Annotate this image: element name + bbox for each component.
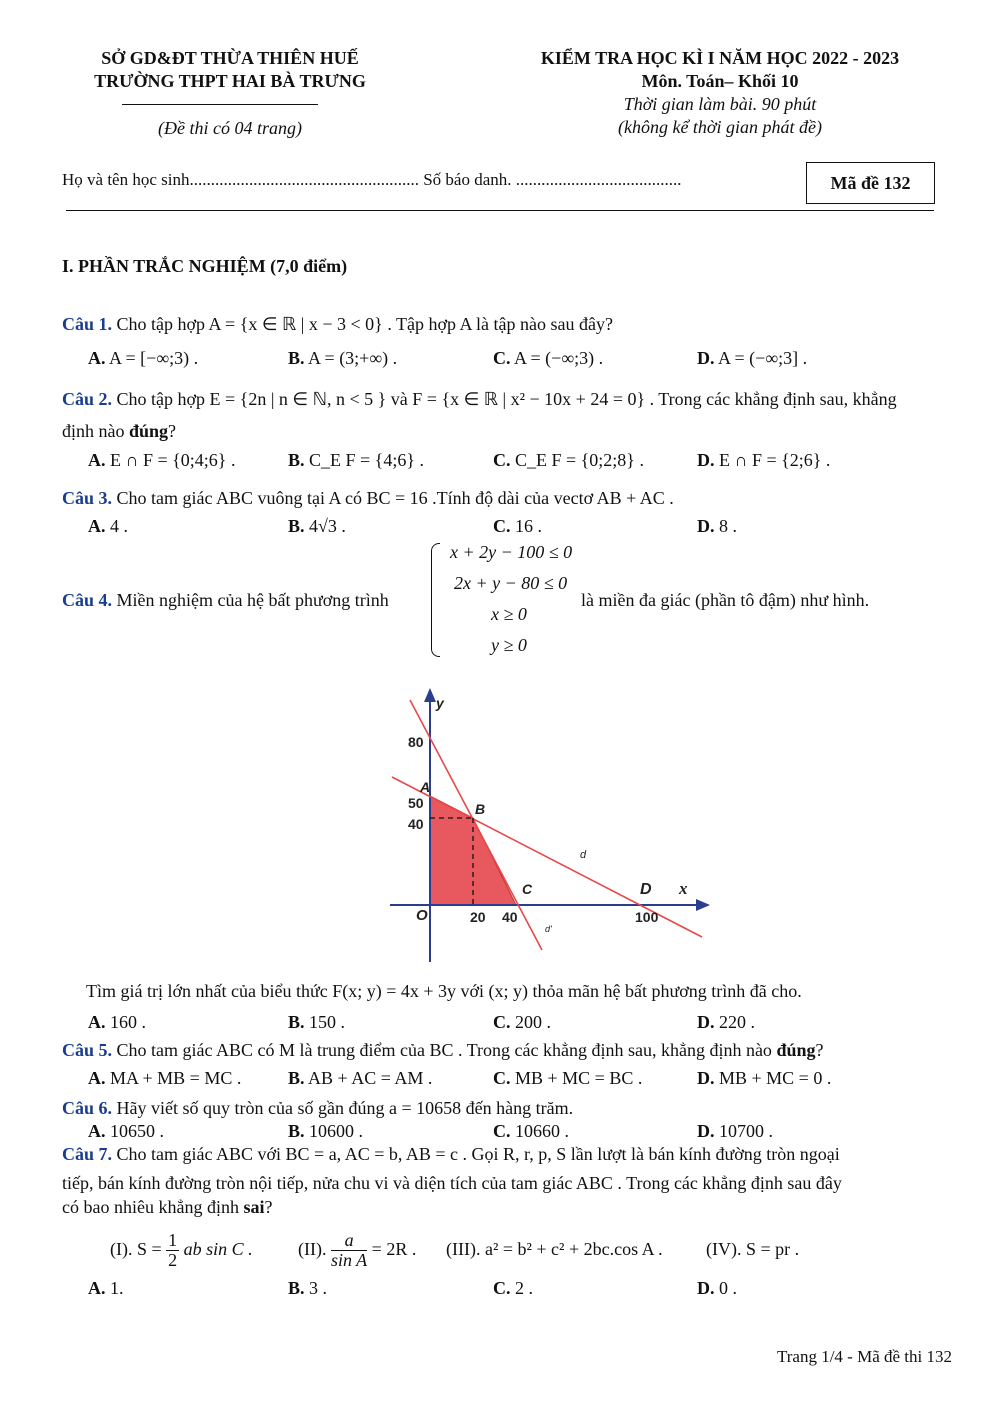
q3-option-d[interactable]: D. 8 .: [697, 516, 737, 536]
question-label: Câu 7.: [62, 1144, 113, 1164]
q4-option-b[interactable]: B. 150 .: [288, 1012, 346, 1032]
q1-option-b[interactable]: B. A = (3;+∞) .: [288, 348, 398, 368]
header-divider: [66, 210, 934, 211]
q3-option-b[interactable]: B. 4√3 .: [288, 516, 346, 536]
q4-option-c[interactable]: C. 200 .: [493, 1012, 551, 1032]
feasible-region-graph: [390, 680, 720, 962]
q1-option-a[interactable]: A. A = [−∞;3) .: [88, 348, 199, 368]
subject: Môn. Toán– Khối 10: [641, 71, 799, 91]
question-label: Câu 2.: [62, 389, 113, 409]
page-count-note: (Đề thi có 04 trang): [158, 118, 302, 138]
question-1: [62, 314, 613, 335]
question-2-cont: định nào đúng?: [62, 421, 177, 441]
statement-1: (I). S = $\frac{1}{2}$ ab sin C .: [110, 1230, 253, 1271]
question-label: Câu 1.: [62, 314, 113, 334]
time-limit: Thời gian làm bài. 90 phút: [623, 94, 817, 114]
y-axis-label: y: [436, 695, 444, 711]
q7-option-b[interactable]: B. 3 .: [288, 1278, 328, 1298]
question-4: [62, 590, 389, 611]
question-7: [62, 1144, 840, 1165]
point-d-label: D: [640, 881, 652, 898]
page-footer: Trang 1/4 - Mã đề thi 132: [776, 1347, 952, 1366]
fraction-a-over-sinA: $\frac{a}{\text{sin A}}$: [330, 1230, 368, 1271]
system-ineq-1: x + 2y − 100 ≤ 0: [450, 542, 573, 562]
system-ineq-2: 2x + y − 80 ≤ 0: [454, 573, 568, 593]
system-ineq-4: y ≥ 0: [491, 635, 527, 655]
question-text: Cho tập hợp A = {x ∈ ℝ | x − 3 < 0} . Tập hợp A là tập nào sau đây?: [116, 314, 613, 334]
tick-x-40: 40: [502, 909, 518, 925]
question-label: Câu 3.: [62, 488, 113, 508]
tick-y-50: 50: [408, 795, 424, 811]
question-text: Cho tam giác ABC với BC = a, AC = b, AB = c . Gọi R, r, p, S lần lượt là bán kính đường tròn ngoại: [116, 1144, 840, 1164]
point-b-label: B: [475, 801, 486, 817]
x-axis-label: x: [679, 879, 688, 898]
line-d-prime-label: d': [545, 924, 552, 934]
q6-option-d[interactable]: D. 10700 .: [697, 1121, 773, 1141]
fraction-one-half: $\frac{1}{2}$: [168, 1230, 178, 1271]
feasible-region: [430, 796, 516, 905]
question-text: Hãy viết số quy tròn của số gần đúng a = 10658 đến hàng trăm.: [116, 1098, 574, 1118]
q5-option-d[interactable]: D. MB + MC = 0 .: [697, 1068, 832, 1088]
origin-label: O: [416, 907, 428, 924]
school-name: TRƯỜNG THPT HAI BÀ TRƯNG: [94, 71, 366, 91]
q6-option-a[interactable]: A. 10650 .: [88, 1121, 164, 1141]
tick-y-80: 80: [408, 734, 424, 750]
tick-x-20: 20: [470, 909, 486, 925]
question-7-line3: có bao nhiêu khẳng định sai?: [62, 1197, 273, 1217]
q2-option-c[interactable]: C. C_E F = {0;2;8} .: [493, 450, 644, 470]
school-department: SỞ GD&ĐT THỪA THIÊN HUẾ: [101, 48, 359, 68]
q2-option-d[interactable]: D. E ∩ F = {2;6} .: [697, 450, 831, 470]
point-a-label: A: [420, 779, 431, 795]
point-c-label: C: [522, 881, 533, 897]
question-4-text-b: là miền đa giác (phần tô đậm) như hình.: [581, 590, 870, 610]
question-text: Miền nghiệm của hệ bất phương trình: [116, 590, 389, 610]
question-2: [62, 389, 897, 410]
q5-option-b[interactable]: B. AB + AC = AM .: [288, 1068, 433, 1088]
q2-option-b[interactable]: B. C_E F = {4;6} .: [288, 450, 424, 470]
q7-option-a[interactable]: A. 1.: [88, 1278, 124, 1298]
section-title: I. PHẦN TRẮC NGHIỆM (7,0 điểm): [62, 256, 348, 276]
q2-option-a[interactable]: A. E ∩ F = {0;4;6} .: [88, 450, 236, 470]
question-3: [62, 488, 674, 509]
q3-option-c[interactable]: C. 16 .: [493, 516, 542, 536]
question-label: Câu 5.: [62, 1040, 113, 1060]
q6-option-b[interactable]: B. 10600 .: [288, 1121, 364, 1141]
question-5: Câu 5. Cho tam giác ABC có M là trung điểm của BC . Trong các khẳng định sau, khẳng định nào đúng?: [62, 1040, 824, 1060]
system-brace: [431, 543, 440, 657]
q7-option-d[interactable]: D. 0 .: [697, 1278, 737, 1298]
question-text: Cho tập hợp E = {2n | n ∈ ℕ, n < 5 } và F = {x ∈ ℝ | x² − 10x + 24 = 0} . Trong các khẳng định sau, khẳng: [116, 389, 897, 409]
q4-option-d[interactable]: D. 220 .: [697, 1012, 755, 1032]
statement-4: (IV). S = pr .: [706, 1239, 800, 1259]
q1-option-d[interactable]: D. A = (−∞;3] .: [697, 348, 808, 368]
q5-option-c[interactable]: C. MB + MC = BC .: [493, 1068, 643, 1088]
statement-3: (III). a² = b² + c² + 2bc.cos A .: [446, 1239, 663, 1259]
question-7-line2: tiếp, bán kính đường tròn nội tiếp, nửa chu vi và diện tích của tam giác ABC . Trong các khẳng định sau đây: [62, 1173, 842, 1193]
question-label: Câu 6.: [62, 1098, 113, 1118]
q4-option-a[interactable]: A. 160 .: [88, 1012, 146, 1032]
question-label: Câu 4.: [62, 590, 113, 610]
question-text: Cho tam giác ABC vuông tại A có BC = 16 .Tính độ dài của vectơ AB + AC .: [116, 488, 674, 508]
tick-y-40: 40: [408, 816, 424, 832]
question-4-prompt: Tìm giá trị lớn nhất của biểu thức F(x; y) = 4x + 3y với (x; y) thỏa mãn hệ bất phương trình đã cho.: [86, 981, 802, 1001]
q3-option-a[interactable]: A. 4 .: [88, 516, 128, 536]
statement-2: (II). $\frac{a}{\text{sin A}}$ = 2R .: [298, 1230, 417, 1271]
q5-option-a[interactable]: A. MA + MB = MC .: [88, 1068, 242, 1088]
exam-code-box: [806, 162, 935, 204]
q7-option-c[interactable]: C. 2 .: [493, 1278, 533, 1298]
exam-code: Mã đề 132: [830, 173, 911, 193]
line-d-label: d: [580, 849, 587, 861]
system-ineq-3: x ≥ 0: [491, 604, 527, 624]
tick-x-100: 100: [635, 909, 659, 925]
q6-option-c[interactable]: C. 10660 .: [493, 1121, 569, 1141]
time-note: (không kể thời gian phát đề): [617, 117, 823, 137]
header-divider-left: [122, 104, 318, 105]
q1-option-c[interactable]: C. A = (−∞;3) .: [493, 348, 604, 368]
exam-title: KIỂM TRA HỌC KÌ I NĂM HỌC 2022 - 2023: [540, 48, 900, 68]
question-6: [62, 1098, 573, 1119]
student-info-line: Họ và tên học sinh...................................................... Số báo danh. .......................................: [62, 170, 682, 189]
